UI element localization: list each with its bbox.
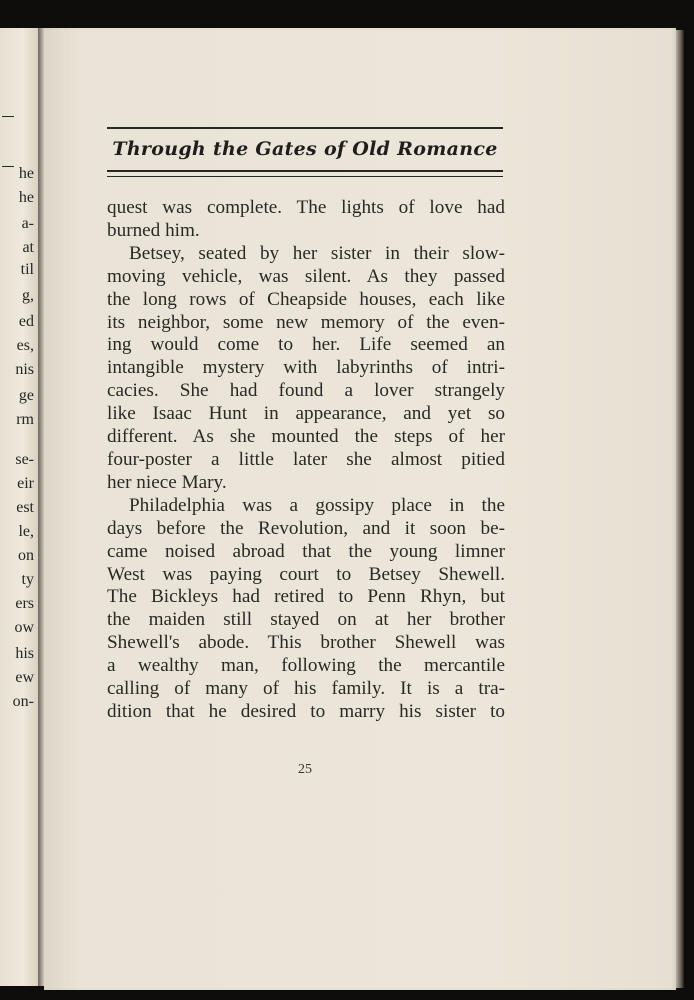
left-page-fragment: ers: [15, 595, 34, 612]
text-line: dition that he desired to marry his sister to: [107, 700, 505, 722]
left-page-fragment: ed: [18, 313, 34, 330]
running-head: Through the Gates of Old Romance: [112, 138, 498, 160]
text-line: like Isaac Hunt in appearance, and yet so: [107, 403, 505, 425]
head-rule-top: [107, 127, 503, 129]
text-line: Philadelphia was a gossipy place in the: [129, 494, 505, 516]
left-page-fragment: at: [22, 239, 34, 256]
text-line: intangible mystery with labyrinths of intri-: [107, 357, 505, 379]
left-page-mark: [2, 166, 14, 167]
left-page-fragment: ty: [21, 571, 34, 588]
text-line: came noised abroad that the young limner: [107, 540, 505, 562]
left-page-fragment: on-: [12, 693, 34, 710]
left-page-fragment: he: [18, 189, 34, 206]
left-page-fragment: se-: [15, 451, 34, 468]
left-page-fragment: es,: [16, 337, 34, 354]
left-page-fragment: ge: [18, 387, 34, 404]
page-number: 25: [298, 762, 312, 777]
left-page-fragment: a-: [21, 215, 34, 232]
text-line: different. As she mounted the steps of her: [107, 426, 505, 448]
left-page-mark: [2, 116, 14, 117]
left-page-fragment: ew: [15, 669, 34, 686]
left-page-fragment: nis: [15, 361, 34, 378]
text-line: cacies. She had found a lover strangely: [107, 380, 505, 402]
text-line: a wealthy man, following the mercantile: [107, 655, 505, 677]
text-line: burned him.: [107, 219, 200, 241]
page-edge: [676, 30, 684, 988]
text-line: the long rows of Cheapside houses, each like: [107, 288, 505, 310]
left-page-fragment: he: [18, 165, 34, 182]
head-rule-bottom: [107, 170, 503, 172]
left-page-fragment: g,: [22, 287, 34, 304]
text-line: the maiden still stayed on at her brother: [107, 609, 505, 631]
left-page-fragment: rm: [16, 411, 34, 428]
text-line: Betsey, seated by her sister in their slow-: [129, 242, 505, 264]
text-line: Shewell's abode. This brother Shewell was: [107, 632, 505, 654]
text-line: its neighbor, some new memory of the even-: [107, 311, 505, 333]
left-page-fragment: ow: [14, 619, 34, 636]
text-line: quest was complete. The lights of love had: [107, 197, 505, 218]
text-line: West was paying court to Betsey Shewell.: [107, 563, 505, 585]
text-line: four-poster a little later she almost pitied: [107, 448, 505, 470]
left-page-fragment: eir: [17, 475, 34, 492]
body-text: [107, 197, 505, 724]
left-page-fragment: on: [18, 547, 34, 564]
left-page: [0, 28, 38, 986]
text-line: ing would come to her. Life seemed an: [107, 334, 505, 356]
text-line: her niece Mary.: [107, 471, 227, 493]
text-line: days before the Revolution, and it soon be-: [107, 517, 505, 539]
left-page-fragment: til: [20, 261, 34, 278]
left-page-fragment: est: [16, 499, 34, 516]
text-line: calling of many of his family. It is a tra-: [107, 678, 505, 700]
text-line: The Bickleys had retired to Penn Rhyn, but: [107, 586, 505, 608]
left-page-fragment: his: [15, 645, 34, 662]
left-page-fragment: le,: [18, 523, 34, 540]
text-line: moving vehicle, was silent. As they passed: [107, 265, 505, 287]
head-rule-thin: [107, 176, 503, 177]
